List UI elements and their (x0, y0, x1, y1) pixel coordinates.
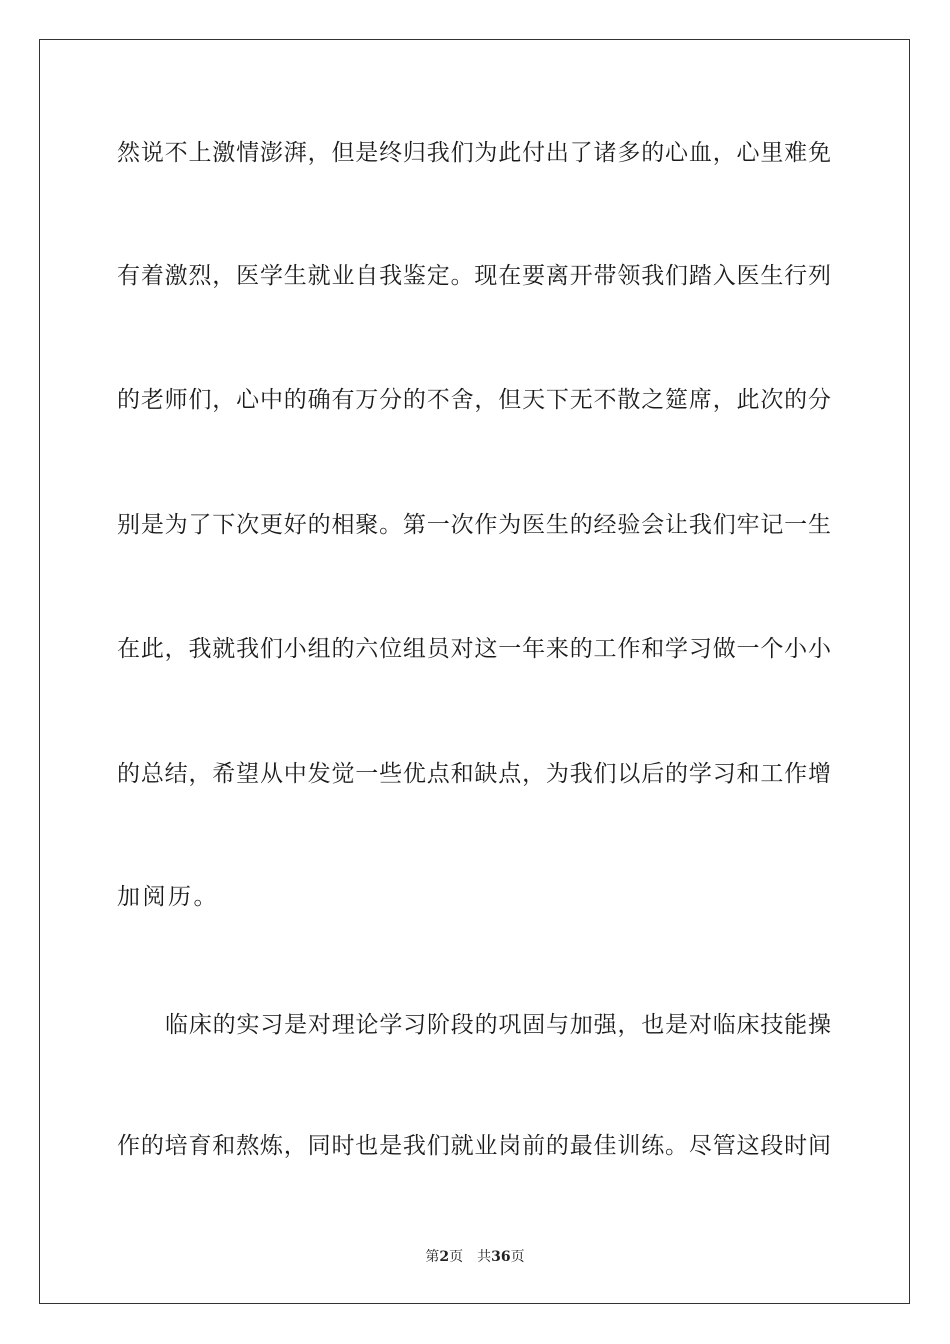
page-border (39, 39, 910, 1304)
text-line-4: 别是为了下次更好的相聚。第一次作为医生的经验会让我们牢记一生 (117, 512, 831, 538)
page-footer (0, 1246, 950, 1266)
total-suffix: 页 (510, 1249, 525, 1265)
page-number: 2 (439, 1249, 450, 1265)
text-line-6: 的总结，希望从中发觉一些优点和缺点，为我们以后的学习和工作增 (117, 761, 831, 787)
total-prefix: 共 (477, 1249, 492, 1265)
text-line-1: 然说不上激情澎湃，但是终归我们为此付出了诸多的心血，心里难免 (117, 140, 831, 166)
page-suffix: 页 (449, 1249, 464, 1265)
text-line-3: 的老师们，心中的确有万分的不舍，但天下无不散之筵席，此次的分 (117, 387, 831, 413)
text-line-9: 作的培育和熬炼，同时也是我们就业岗前的最佳训练。尽管这段时间 (117, 1133, 831, 1159)
page-prefix: 第 (425, 1249, 440, 1265)
text-line-7: 加阅历。 (117, 884, 219, 910)
paragraph-first-line: 临床的实习是对理论学习阶段的巩固与加强，也是对临床技能操 (165, 1012, 831, 1038)
text-line-2: 有着激烈，医学生就业自我鉴定。现在要离开带领我们踏入医生行列 (117, 263, 831, 289)
text-line-5: 在此，我就我们小组的六位组员对这一年来的工作和学习做一个小小 (117, 636, 831, 662)
total-pages: 36 (491, 1249, 511, 1265)
